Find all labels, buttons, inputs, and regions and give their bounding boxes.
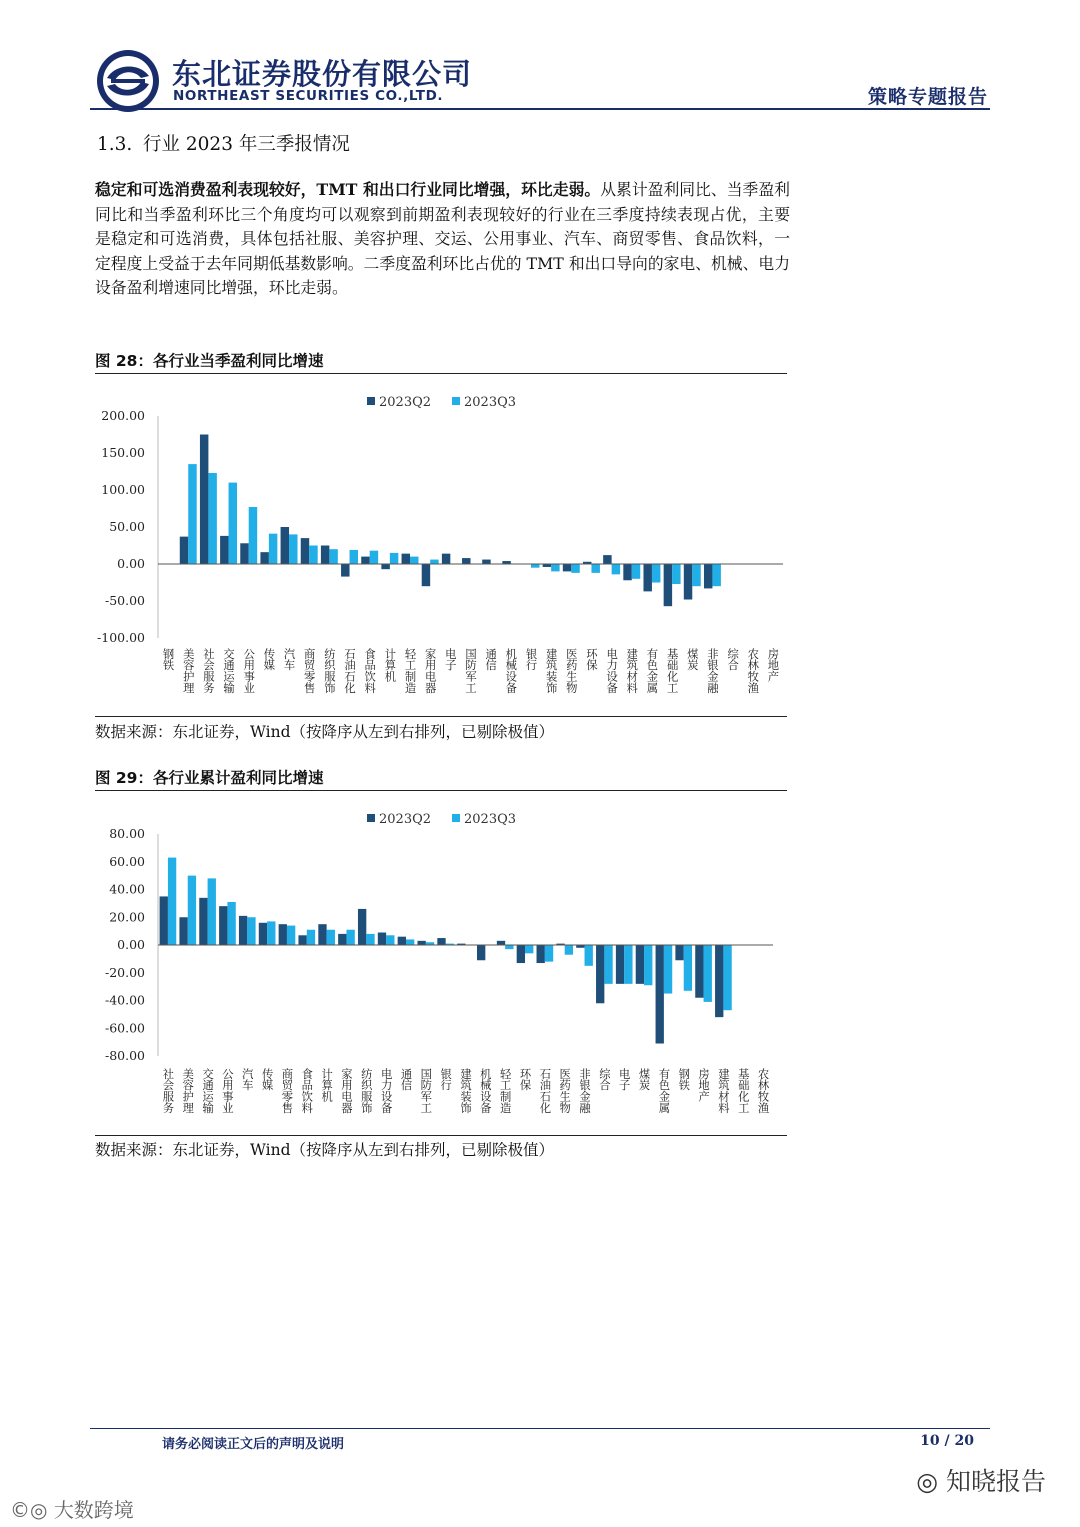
bar-2023Q2-交通运输 bbox=[199, 898, 207, 945]
bar-2023Q3-有色金属 bbox=[664, 945, 672, 994]
legend-label-2023Q2: 2023Q2 bbox=[379, 395, 432, 410]
x-category-label: 交通运输 bbox=[201, 1068, 215, 1114]
bar-2023Q2-钢铁 bbox=[675, 945, 683, 960]
bar-2023Q3-公用事业 bbox=[249, 507, 257, 564]
x-category-label: 家用电器 bbox=[339, 1068, 353, 1114]
x-category-label: 公用事业 bbox=[242, 648, 256, 694]
y-tick-label: 200.00 bbox=[101, 408, 145, 423]
bar-2023Q2-家用电器 bbox=[422, 564, 430, 586]
bar-2023Q2-有色金属 bbox=[643, 564, 651, 591]
bar-2023Q3-美容护理 bbox=[188, 464, 196, 564]
bar-2023Q2-电子 bbox=[442, 554, 450, 564]
bar-2023Q2-建筑材料 bbox=[715, 945, 723, 1017]
chart-legend bbox=[367, 812, 516, 827]
section-title: 行业 2023 年三季报情况 bbox=[143, 134, 350, 155]
company-name-cn: 东北证券股份有限公司 bbox=[172, 57, 473, 91]
bar-2023Q3-家用电器 bbox=[430, 560, 438, 564]
x-category-label: 汽车 bbox=[282, 648, 296, 671]
y-tick-label: -100.00 bbox=[97, 630, 145, 645]
figure-29-bottom-rule bbox=[95, 1135, 787, 1136]
bar-2023Q2-石油石化 bbox=[537, 945, 545, 963]
y-tick-label: 80.00 bbox=[109, 826, 145, 841]
x-category-label: 国防军工 bbox=[464, 648, 477, 694]
section-heading bbox=[97, 130, 350, 156]
bar-2023Q3-非银金融 bbox=[712, 564, 720, 586]
y-tick-label: 0.00 bbox=[117, 556, 145, 571]
legend-swatch-2023Q3 bbox=[452, 397, 460, 405]
y-tick-label: 40.00 bbox=[109, 881, 145, 897]
y-tick-label: 60.00 bbox=[109, 853, 145, 869]
bar-2023Q3-有色金属 bbox=[652, 564, 660, 583]
bar-2023Q3-建筑材料 bbox=[632, 564, 640, 579]
bar-2023Q3-传媒 bbox=[267, 921, 275, 945]
x-category-label: 石油石化 bbox=[538, 1068, 552, 1114]
bar-2023Q2-传媒 bbox=[259, 923, 267, 945]
x-category-label: 医药生物 bbox=[564, 648, 578, 694]
bar-2023Q3-社会服务 bbox=[208, 473, 216, 564]
bar-2023Q2-纺织服饰 bbox=[358, 909, 366, 945]
bar-2023Q3-纺织服饰 bbox=[366, 934, 374, 945]
y-tick-label: -50.00 bbox=[104, 593, 145, 608]
legend-swatch-2023Q3 bbox=[452, 814, 460, 822]
bar-2023Q3-社会服务 bbox=[168, 858, 176, 945]
bar-2023Q2-房地产 bbox=[695, 945, 703, 998]
x-category-label: 建筑材料 bbox=[716, 1068, 730, 1114]
x-category-label: 医药生物 bbox=[558, 1068, 572, 1114]
figure-28-source: 数据来源：东北证券，Wind（按降序从左到右排列，已剔除极值） bbox=[95, 723, 555, 741]
x-category-label: 电子 bbox=[443, 648, 457, 671]
bar-2023Q2-环保 bbox=[517, 945, 525, 963]
x-category-label: 国防军工 bbox=[419, 1068, 433, 1114]
bar-2023Q2-计算机 bbox=[318, 924, 326, 945]
section-number: 1.3. bbox=[97, 134, 133, 155]
x-category-label: 机械设备 bbox=[504, 648, 518, 694]
watermark-logo-icon: ©◎ bbox=[10, 1498, 54, 1522]
x-category-label: 汽车 bbox=[240, 1068, 254, 1091]
bar-2023Q2-公用事业 bbox=[219, 906, 227, 945]
bar-2023Q2-社会服务 bbox=[200, 435, 208, 565]
paragraph-body: 从累计盈利同比、当季盈利同比和当季盈利环比三个角度均可以观察到前期盈利表现较好的行业在三季度持续表现占优，主要是稳定和可选消费，具体包括社服、美容护理、交运、公用事业、汽车、商贸零售、食品饮料，一定程度上受益于去年同期低基数影响。二季度盈利环比占优的 TMT 和出口导向的家电、机械、电力设备盈利增速同比增强，环比走弱。 bbox=[95, 180, 790, 298]
bar-2023Q2-计算机 bbox=[381, 564, 389, 569]
x-category-label: 有色金属 bbox=[645, 648, 659, 694]
figure-28-title: 图 28：各行业当季盈利同比增速 bbox=[95, 352, 324, 370]
bar-2023Q3-石油石化 bbox=[545, 945, 553, 962]
bar-2023Q2-煤炭 bbox=[684, 564, 692, 600]
bar-2023Q3-电力设备 bbox=[386, 935, 394, 945]
x-category-label: 石油石化 bbox=[343, 648, 357, 694]
y-tick-label: 100.00 bbox=[101, 482, 145, 497]
bar-2023Q3-交通运输 bbox=[229, 483, 237, 564]
bar-2023Q2-商贸零售 bbox=[279, 924, 287, 945]
bar-2023Q3-通信 bbox=[406, 939, 414, 945]
x-category-label: 商贸零售 bbox=[302, 648, 316, 694]
bar-2023Q3-家用电器 bbox=[346, 930, 354, 945]
x-category-label: 机械设备 bbox=[478, 1068, 492, 1114]
y-tick-label: -20.00 bbox=[104, 964, 145, 980]
bar-2023Q3-美容护理 bbox=[188, 876, 196, 945]
legend-label-2023Q3: 2023Q3 bbox=[464, 395, 517, 410]
x-category-label: 通信 bbox=[399, 1068, 413, 1091]
page-number: 10 / 20 bbox=[920, 1433, 974, 1449]
bar-2023Q2-家用电器 bbox=[338, 934, 346, 945]
bar-2023Q3-电力设备 bbox=[612, 564, 620, 574]
company-logo bbox=[95, 48, 161, 114]
legend-label-2023Q3: 2023Q3 bbox=[464, 812, 517, 827]
bar-2023Q2-电力设备 bbox=[378, 933, 386, 945]
bar-2023Q2-建筑材料 bbox=[623, 564, 631, 580]
x-category-label: 交通运输 bbox=[222, 648, 236, 694]
bar-2023Q3-医药生物 bbox=[571, 564, 579, 573]
bar-2023Q2-轻工制造 bbox=[497, 941, 505, 945]
bar-2023Q3-基础化工 bbox=[672, 564, 680, 584]
bar-2023Q2-汽车 bbox=[239, 916, 247, 945]
header-divider bbox=[90, 108, 990, 110]
bar-2023Q3-公用事业 bbox=[227, 902, 235, 945]
x-category-label: 煤炭 bbox=[685, 648, 699, 671]
bar-2023Q3-医药生物 bbox=[565, 945, 573, 955]
bar-2023Q2-美容护理 bbox=[179, 917, 187, 945]
x-category-label: 基础化工 bbox=[736, 1068, 750, 1114]
figure-29-rule bbox=[95, 790, 787, 791]
footer-disclaimer-note: 请务必阅读正文后的声明及说明 bbox=[162, 1437, 345, 1452]
bar-2023Q3-轻工制造 bbox=[410, 557, 418, 564]
x-category-label: 煤炭 bbox=[637, 1068, 651, 1091]
bar-2023Q2-纺织服饰 bbox=[321, 546, 329, 565]
bar-2023Q2-通信 bbox=[482, 560, 490, 564]
bar-2023Q2-通信 bbox=[398, 937, 406, 945]
x-category-label: 钢铁 bbox=[677, 1068, 691, 1091]
report-type: 策略专题报告 bbox=[867, 86, 988, 108]
body-paragraph bbox=[95, 178, 790, 301]
x-category-label: 美容护理 bbox=[181, 648, 195, 694]
bar-2023Q2-国防军工 bbox=[417, 941, 425, 945]
bar-2023Q2-商贸零售 bbox=[301, 538, 309, 564]
x-category-label: 电子 bbox=[617, 1068, 631, 1091]
x-category-label: 房地产 bbox=[697, 1068, 711, 1102]
y-tick-label: -40.00 bbox=[104, 992, 145, 1008]
figure-29-title: 图 29：各行业累计盈利同比增速 bbox=[95, 769, 324, 787]
bar-2023Q3-汽车 bbox=[247, 917, 255, 945]
bar-2023Q3-钢铁 bbox=[684, 945, 692, 991]
bar-2023Q2-交通运输 bbox=[220, 536, 228, 564]
bar-2023Q3-纺织服饰 bbox=[329, 549, 337, 564]
x-category-label: 有色金属 bbox=[657, 1068, 671, 1114]
bar-2023Q3-煤炭 bbox=[692, 564, 700, 586]
y-tick-label: 20.00 bbox=[109, 909, 145, 925]
x-category-label: 电力设备 bbox=[605, 648, 619, 694]
bar-2023Q3-汽车 bbox=[289, 534, 297, 564]
bar-2023Q2-电力设备 bbox=[603, 555, 611, 564]
bar-2023Q2-医药生物 bbox=[563, 564, 571, 571]
bar-2023Q2-机械设备 bbox=[477, 945, 485, 960]
y-tick-label: 0.00 bbox=[117, 937, 145, 952]
bar-2023Q2-汽车 bbox=[281, 527, 289, 564]
bar-2023Q3-非银金融 bbox=[585, 945, 593, 966]
x-category-label: 综合 bbox=[597, 1068, 611, 1091]
bar-2023Q2-传媒 bbox=[260, 552, 268, 564]
x-category-label: 农林牧渔 bbox=[756, 1068, 770, 1114]
bar-2023Q2-非银金融 bbox=[704, 564, 712, 588]
x-category-label: 轻工制造 bbox=[403, 648, 417, 694]
legend-label-2023Q2: 2023Q2 bbox=[379, 812, 432, 827]
bar-2023Q3-建筑材料 bbox=[723, 945, 731, 1010]
bar-2023Q2-银行 bbox=[437, 938, 445, 945]
figure-29-source: 数据来源：东北证券，Wind（按降序从左到右排列，已剔除极值） bbox=[95, 1141, 555, 1159]
company-name-en: NORTHEAST SECURITIES CO.,LTD. bbox=[173, 88, 444, 104]
bar-2023Q3-食品饮料 bbox=[307, 930, 315, 945]
bar-2023Q3-交通运输 bbox=[208, 878, 216, 945]
bar-2023Q3-电子 bbox=[624, 945, 632, 984]
x-category-label: 非银金融 bbox=[705, 648, 719, 694]
x-category-label: 食品饮料 bbox=[363, 648, 377, 694]
bar-2023Q2-社会服务 bbox=[160, 896, 168, 945]
bar-2023Q3-环保 bbox=[591, 564, 599, 573]
legend-swatch-2023Q2 bbox=[367, 397, 375, 405]
figure-29-chart bbox=[95, 797, 787, 1130]
x-category-label: 钢铁 bbox=[161, 648, 175, 671]
paragraph-lead: 稳定和可选消费盈利表现较好，TMT 和出口行业同比增强，环比走弱。 bbox=[95, 180, 601, 199]
x-category-label: 基础化工 bbox=[665, 648, 679, 694]
x-category-label: 建筑装饰 bbox=[544, 648, 558, 694]
x-category-label: 电力设备 bbox=[379, 1068, 393, 1114]
x-category-label: 农林牧渔 bbox=[746, 648, 760, 694]
bar-2023Q3-银行 bbox=[531, 564, 539, 568]
x-category-label: 银行 bbox=[439, 1068, 453, 1091]
bar-2023Q2-石油石化 bbox=[341, 564, 349, 577]
x-category-label: 美容护理 bbox=[181, 1068, 195, 1114]
x-category-label: 纺织服饰 bbox=[359, 1068, 373, 1114]
bar-2023Q3-商贸零售 bbox=[287, 926, 295, 945]
bar-2023Q3-石油石化 bbox=[350, 550, 358, 564]
bar-2023Q2-轻工制造 bbox=[402, 554, 410, 564]
x-category-label: 社会服务 bbox=[201, 648, 215, 694]
watermark-left bbox=[10, 1494, 134, 1523]
bar-2023Q3-计算机 bbox=[390, 553, 398, 564]
x-category-label: 轻工制造 bbox=[498, 1068, 512, 1114]
bar-2023Q3-房地产 bbox=[704, 945, 712, 1002]
x-category-label: 环保 bbox=[518, 1068, 532, 1091]
x-category-label: 传媒 bbox=[260, 1068, 274, 1091]
bar-2023Q3-商贸零售 bbox=[309, 546, 317, 565]
x-category-label: 商贸零售 bbox=[280, 1068, 294, 1114]
watermark-right-text: 知晓报告 bbox=[945, 1467, 1046, 1496]
bar-2023Q3-煤炭 bbox=[644, 945, 652, 985]
footer-divider bbox=[90, 1428, 990, 1429]
bar-2023Q2-综合 bbox=[596, 945, 604, 1003]
bar-2023Q3-轻工制造 bbox=[505, 945, 513, 949]
x-category-label: 房地产 bbox=[766, 648, 780, 682]
figure-28-bottom-rule bbox=[95, 716, 787, 717]
x-category-label: 传媒 bbox=[262, 648, 276, 671]
bar-2023Q2-美容护理 bbox=[180, 537, 188, 564]
figure-28-chart bbox=[95, 380, 787, 710]
x-category-label: 环保 bbox=[584, 648, 598, 671]
x-category-label: 社会服务 bbox=[161, 1068, 175, 1114]
y-tick-label: -60.00 bbox=[104, 1020, 145, 1036]
figure-28-rule bbox=[95, 373, 787, 374]
x-category-label: 食品饮料 bbox=[300, 1068, 314, 1114]
y-tick-label: 50.00 bbox=[109, 519, 145, 534]
bar-2023Q3-建筑装饰 bbox=[551, 564, 559, 571]
bar-2023Q3-传媒 bbox=[269, 534, 277, 564]
watermark-right bbox=[916, 1462, 1046, 1498]
bar-2023Q3-食品饮料 bbox=[370, 551, 378, 564]
x-category-label: 家用电器 bbox=[423, 648, 437, 694]
bar-2023Q2-食品饮料 bbox=[361, 557, 369, 564]
bar-2023Q2-公用事业 bbox=[240, 543, 248, 564]
bar-2023Q3-计算机 bbox=[327, 930, 335, 945]
watermark-left-text: 大数跨境 bbox=[53, 1498, 134, 1522]
x-category-label: 公用事业 bbox=[220, 1068, 234, 1114]
bar-2023Q3-综合 bbox=[604, 945, 612, 984]
bar-2023Q2-食品饮料 bbox=[298, 935, 306, 945]
legend-swatch-2023Q2 bbox=[367, 814, 375, 822]
y-tick-label: -80.00 bbox=[104, 1048, 145, 1063]
bar-2023Q2-基础化工 bbox=[664, 564, 672, 606]
y-tick-label: 150.00 bbox=[101, 445, 145, 460]
x-category-label: 建筑装饰 bbox=[459, 1068, 472, 1114]
bar-2023Q2-有色金属 bbox=[656, 945, 664, 1044]
bar-2023Q2-国防军工 bbox=[462, 558, 470, 564]
x-category-label: 银行 bbox=[524, 648, 538, 671]
x-category-label: 计算机 bbox=[383, 648, 397, 682]
wechat-icon: ◎ bbox=[916, 1467, 946, 1496]
chart-legend bbox=[367, 395, 516, 410]
bar-2023Q2-电子 bbox=[616, 945, 624, 984]
x-category-label: 计算机 bbox=[320, 1068, 334, 1102]
bar-2023Q3-环保 bbox=[525, 945, 533, 953]
x-category-label: 非银金融 bbox=[578, 1068, 592, 1114]
x-category-label: 通信 bbox=[484, 648, 498, 671]
x-category-label: 建筑材料 bbox=[625, 648, 639, 694]
x-category-label: 综合 bbox=[726, 648, 740, 671]
bar-2023Q2-煤炭 bbox=[636, 945, 644, 984]
x-category-label: 纺织服饰 bbox=[322, 648, 336, 694]
